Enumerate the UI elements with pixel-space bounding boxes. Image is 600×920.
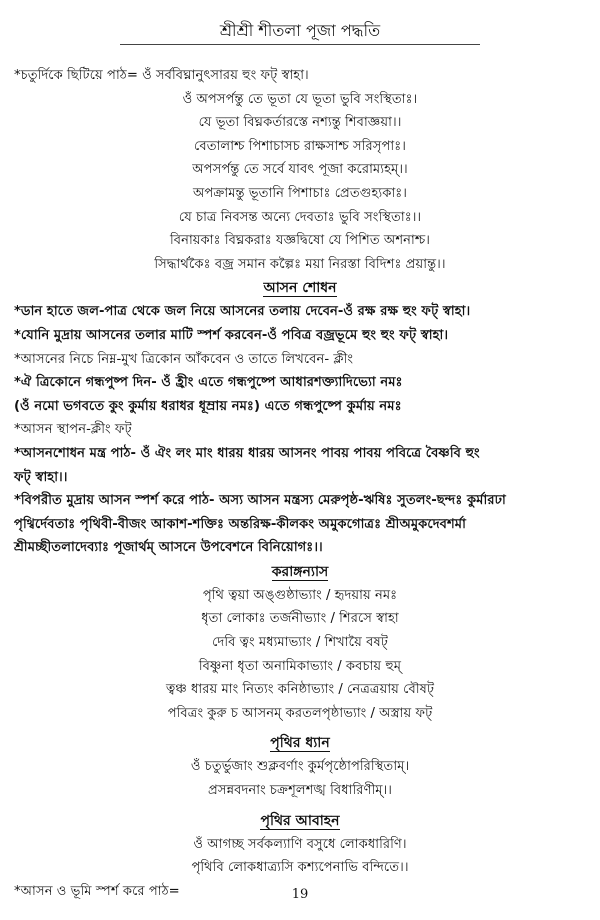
verse-line: যে চাত্র নিবসন্ত অন্যে দেবতাঃ ভুবি সংস্থিতাঃ।।: [178, 209, 422, 225]
verse-line: অপক্রামন্তু ভূতানি পিশাচাঃ প্রেতগুহ্যকাঃ।: [192, 185, 408, 201]
page-content: [14, 64, 586, 903]
verse-line: পৃথি ত্বয়া অঙ্গুষ্ঠাভ্যাং / হৃদয়ায় নমঃ: [202, 587, 398, 603]
section-heading-asana-shodhan: আসন শোধন: [263, 280, 337, 297]
instruction-line: *যোনি মুদ্রায় আসনের তলার মাটি স্পর্শ করবেন-ওঁ পবিত্র বজ্রভূমে হুং হুং ফট্ স্বাহা।: [14, 327, 449, 343]
verse-line: সিদ্ধার্থকৈঃ বজ্র সমান কল্পৈঃ ময়া নিরস্তা বিদিশঃ প্রয়ান্তু।।: [154, 256, 446, 272]
intro-mantra-block: [14, 64, 586, 276]
verse-line: প্রসন্নবদনাং চক্রশূলশঙ্খ বিধারিণীম্।।: [208, 783, 392, 799]
page-header-title: শ্রীশ্রী শীতলা পূজা পদ্ধতি: [219, 21, 381, 40]
verse-line: যে ভূতা বিঘ্নকর্তারস্তে নশ্যন্তু শিবাজ্ঞয়া।।: [198, 115, 402, 131]
section-heading-prithvi-dhyan: পৃথির ধ্যান: [270, 735, 330, 752]
asana-shodhan-block: [14, 300, 586, 560]
header-rule: [120, 44, 480, 45]
page-number: 19: [291, 887, 309, 902]
prithvi-dhyan-block: [14, 755, 586, 802]
verse-line: পবিত্রং কুরু চ আসনম্ করতলপৃষ্ঠাভ্যাং / অস্ত্রায় ফট্: [167, 705, 433, 721]
section-heading-karanganyas: করাঙ্গন্যাস: [271, 563, 329, 580]
verse-line: ত্বঞ্চ ধারয় মাং নিত্যং কনিষ্ঠাভ্যাং / নেত্রত্রয়ায় বৌষট্: [165, 682, 435, 698]
instruction-line: *চতুর্দিকে ছিটিয়ে পাঠ= ওঁ সর্ববিঘ্নানুৎসারয় হুং ফট্ স্বাহা।: [14, 68, 309, 83]
instruction-line: শ্রীমচ্ছীতলাদেব্যাঃ পূজার্থম্ আসনে উপবেশনে বিনিয়োগঃ।।: [14, 540, 323, 556]
instruction-line: (ওঁ নমো ভগবতে কুং কুর্মায় ধরাধর ধূম্রায় নমঃ) এতে গন্ধপুষ্পে কুর্মায় নমঃ: [14, 398, 402, 414]
instruction-line: *ঐ ত্রিকোনে গন্ধপুষ্প দিন- ওঁ হ্রীং এতে গন্ধপুষ্পে আধারশক্ত্যাদিভ্যো নমঃ: [14, 375, 403, 391]
verse-line: বেতালাশ্চ পিশাচাসচ রাক্ষসাশ্চ সরিসৃপাঃ।: [194, 138, 406, 154]
instruction-line: *আসন ও ভূমি স্পর্শ করে পাঠ=: [14, 883, 180, 899]
instruction-line: পৃথ্বির্দেবতাঃ পৃথিবী-বীজং আকাশ-শক্তিঃ অন্তরিক্ষ-কীলকং অমুকগোত্রঃ শ্রীঅমুকদেবশর্মা: [14, 516, 466, 532]
verse-line: বিষ্ণুনা ধৃতা অনামিকাভ্যাং / কবচায় হুম্: [198, 658, 402, 674]
instruction-line: ফট্ স্বাহা।।: [14, 469, 68, 485]
verse-line: ওঁ চতুর্ভুজাং শুক্লবর্ণাং কুর্মপৃষ্ঠোপরিস্থিতাম্।: [190, 759, 410, 775]
verse-line: ধৃতা লোকাঃ তর্জনীভ্যাং / শিরসে স্বাহা: [201, 611, 399, 627]
instruction-line: *আসনশোধন মন্ত্র পাঠ- ওঁ ঐং লং মাং ধারয় ধারয় আসনং পাবয় পাবয় পবিত্রে বৈষ্ণবি হুং: [14, 445, 480, 461]
instruction-line: *আসনের নিচে নিম্ন-মুখ ত্রিকোন আঁকবেন ও তাতে লিখবেন- ক্লীং: [14, 351, 354, 367]
verse-line: দেবি ত্বং মধ্যমাভ্যাং / শিখায়ৈ বষট্: [212, 635, 388, 651]
verse-line: ওঁ অপসর্পন্তু তে ভূতা যে ভূতা ভুবি সংস্থিতাঃ।: [182, 91, 418, 107]
instruction-line: *ডান হাতে জল-পাত্র থেকে জল নিয়ে আসনের তলায় দেবেন-ওঁ রক্ষ রক্ষ হুং ফট্ স্বাহা।: [14, 304, 471, 320]
instruction-line: *আসন স্থাপন-ক্লীং ফট্: [14, 422, 132, 438]
verse-line: পৃথিবি লোকধাত্র্যসি কশ্যপেনাভি বন্দিতে।।: [191, 860, 409, 876]
instruction-line: *বিপরীত মুদ্রায় আসন স্পর্শ করে পাঠ- অস্য আসন মন্ত্রস্য মেরুপৃষ্ঠ-ঋষিঃ সুতলং-ছন্দঃ কুর্মারঢা: [14, 493, 506, 509]
prithvi-avahan-block: [14, 833, 586, 880]
verse-line: ওঁ আগচ্ছ সর্বকল্যাণি বসুধে লোকধারিণি।: [193, 836, 407, 852]
karanganyas-block: [14, 584, 586, 726]
section-heading-prithvi-avahan: পৃথির আবাহন: [260, 812, 340, 829]
verse-line: অপসর্পন্তু তে সর্বে যাবৎ পূজা করোম্যহম্।।: [192, 162, 408, 178]
verse-line: বিনায়কাঃ বিঘ্নকরাঃ যজ্ঞদ্বিষো যে পিশিত অশনাশ্চ।: [169, 233, 431, 249]
